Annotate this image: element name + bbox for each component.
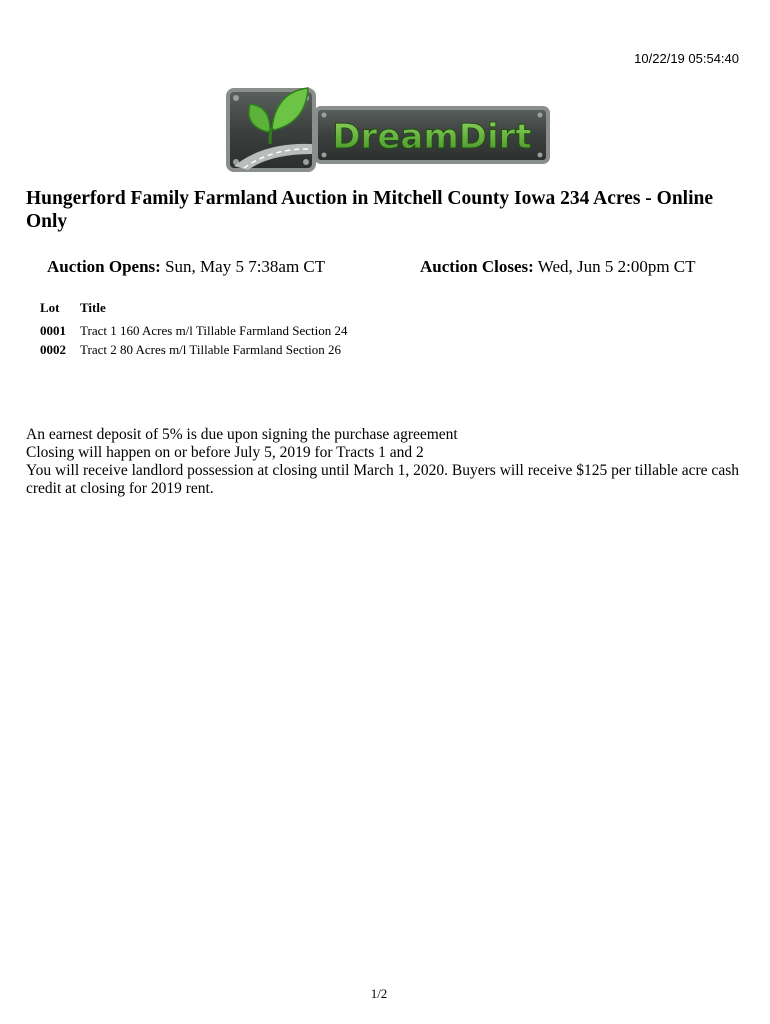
auction-closes xyxy=(420,257,696,277)
lots-table xyxy=(40,300,360,361)
table-row xyxy=(40,323,360,342)
auction-opens xyxy=(47,257,325,277)
auction-closes-value: Wed, Jun 5 2:00pm CT xyxy=(537,257,696,276)
logo-wordmark xyxy=(332,117,531,157)
logo-rivet xyxy=(322,153,327,158)
print-timestamp: 10/22/19 05:54:40 xyxy=(634,51,739,66)
logo-stem-icon xyxy=(270,128,271,144)
logo-rivet xyxy=(233,95,239,101)
note-possession: You will receive landlord possession at closing until March 1, 2020. Buyers will receive $125 per tillable acre cash credit at closing for 2019 rent. xyxy=(26,462,739,497)
logo-text-dirt: Dirt xyxy=(458,117,532,157)
logo-rivet xyxy=(322,113,327,118)
lots-header-row xyxy=(40,300,360,323)
auction-title: Hungerford Family Farmland Auction in Mitchell County Iowa 234 Acres - Online Only xyxy=(26,188,714,232)
logo-rivet xyxy=(538,113,543,118)
note-earnest-deposit: An earnest deposit of 5% is due upon signing the purchase agreement xyxy=(26,426,458,443)
logo-rivet xyxy=(538,153,543,158)
lot-column-header: Lot xyxy=(40,300,60,315)
auction-notes xyxy=(26,426,750,498)
dreamdirt-logo xyxy=(224,82,552,176)
page-number: 1/2 xyxy=(370,986,388,1001)
auction-opens-value: Sun, May 5 7:38am CT xyxy=(165,257,326,276)
lot-title: Tract 1 160 Acres m/l Tillable Farmland Section 24 xyxy=(80,323,348,338)
lot-number: 0001 xyxy=(40,323,66,338)
lot-number: 0002 xyxy=(40,342,66,357)
title-column-header: Title xyxy=(80,300,106,315)
logo-text-dream: Dream xyxy=(332,117,459,157)
auction-opens-label: Auction Opens: xyxy=(47,257,161,276)
table-row xyxy=(40,342,360,361)
note-closing-date: Closing will happen on or before July 5, 2019 for Tracts 1 and 2 xyxy=(26,444,424,461)
logo-rivet xyxy=(303,159,309,165)
lot-title: Tract 2 80 Acres m/l Tillable Farmland Section 26 xyxy=(80,342,341,357)
auction-closes-label: Auction Closes: xyxy=(420,257,534,276)
